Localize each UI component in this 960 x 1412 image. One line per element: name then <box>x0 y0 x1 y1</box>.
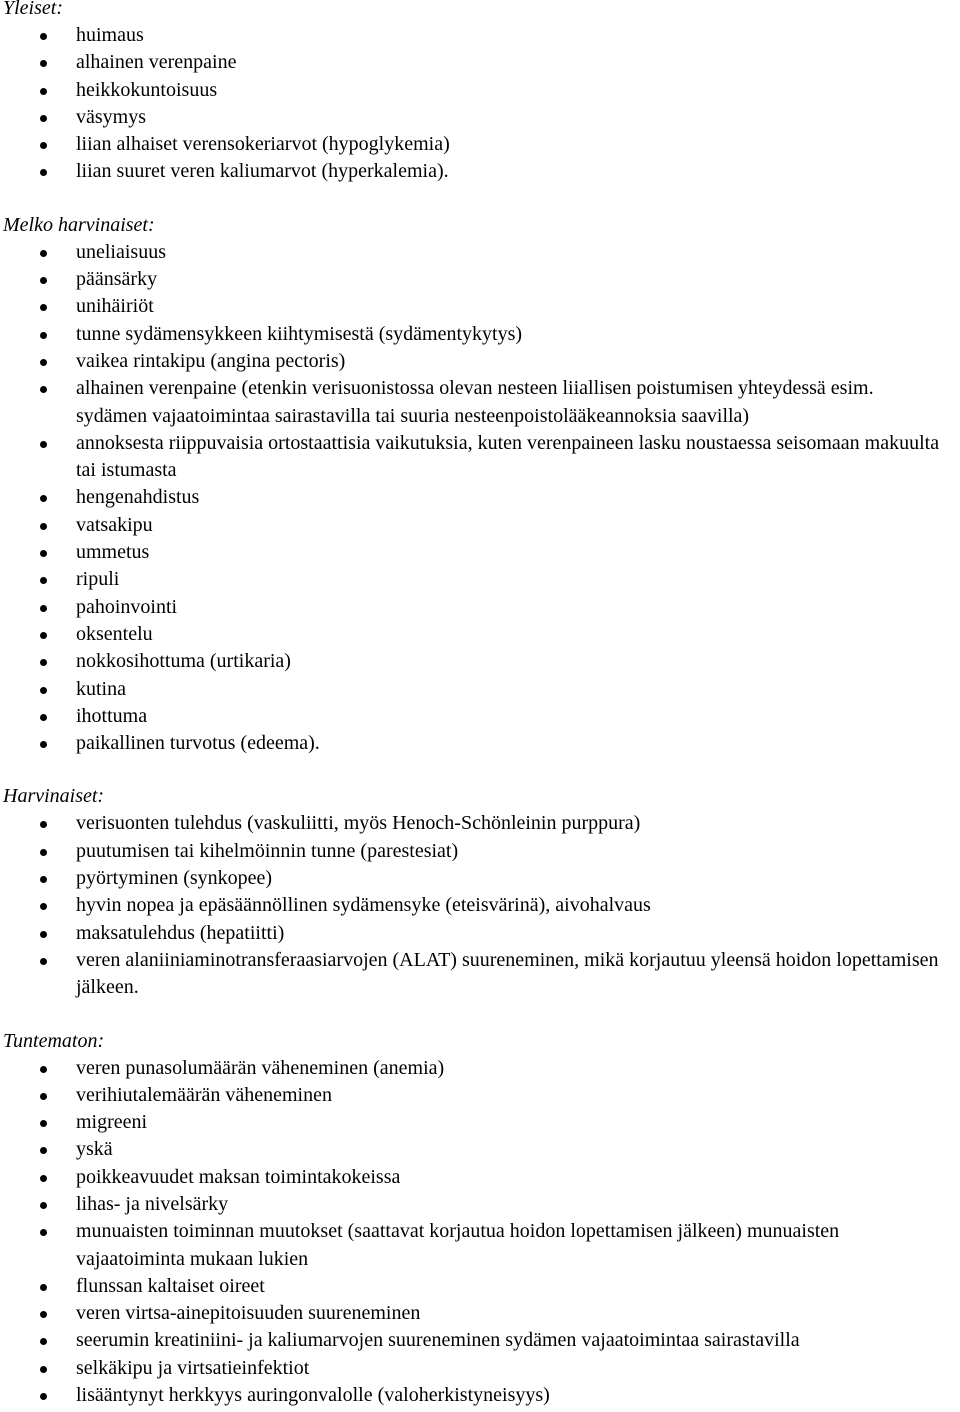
list-item <box>0 676 960 703</box>
bullet-icon <box>40 958 47 965</box>
list-item-text: migreeni <box>76 1111 148 1134</box>
list-item-text: flunssan kaltaiset oireet <box>76 1274 265 1297</box>
list-item-text: ripuli <box>76 568 120 591</box>
list-item-text: hyvin nopea ja epäsäännöllinen sydämensyke (eteisvärinä), aivohalvaus <box>76 894 651 917</box>
list-item-text: pyörtyminen (synkopee) <box>76 867 273 890</box>
section-spacer <box>0 1002 960 1028</box>
symptom-list <box>0 810 960 1001</box>
list-item <box>0 77 960 104</box>
list-item <box>0 1327 960 1354</box>
bullet-icon <box>40 1147 47 1154</box>
list-item-text: annoksesta riippuvaisia ortostaattisia vaikutuksia, kuten verenpaineen lasku noustaessa seisomaan makuulta tai istumasta <box>76 431 940 482</box>
list-item-text: poikkeavuudet maksan toimintakokeissa <box>76 1165 401 1188</box>
list-item-text: pahoinvointi <box>76 595 178 618</box>
list-item <box>0 865 960 892</box>
list-item <box>0 266 960 293</box>
list-item <box>0 49 960 76</box>
list-item <box>0 892 960 919</box>
list-item <box>0 1109 960 1136</box>
bullet-icon <box>40 1120 47 1127</box>
list-item <box>0 239 960 266</box>
list-item <box>0 348 960 375</box>
bullet-icon <box>40 304 47 311</box>
list-item <box>0 730 960 757</box>
bullet-icon <box>40 1229 47 1236</box>
bullet-icon <box>40 1284 47 1291</box>
list-item-text: unihäiriöt <box>76 295 154 318</box>
section-common <box>0 0 960 186</box>
bullet-icon <box>40 931 47 938</box>
bullet-icon <box>40 1175 47 1182</box>
section-heading: Melko harvinaiset: <box>3 213 155 236</box>
bullet-icon <box>40 386 47 393</box>
list-item <box>0 484 960 511</box>
bullet-icon <box>40 277 47 284</box>
list-item-text: seerumin kreatiniini- ja kaliumarvojen suureneminen sydämen vajaatoimintaa sairastavilla <box>76 1329 800 1352</box>
list-item <box>0 838 960 865</box>
symptom-list <box>0 1055 960 1410</box>
list-item-text: lisääntynyt herkkyys auringonvalolle (valoherkistyneisyys) <box>76 1384 550 1407</box>
section-heading: Yleiset: <box>3 0 63 19</box>
list-item <box>0 430 960 485</box>
bullet-icon <box>40 1366 47 1373</box>
list-item-text: puutumisen tai kihelmöinnin tunne (parestesiat) <box>76 839 459 862</box>
bullet-icon <box>40 250 47 257</box>
bullet-icon <box>40 60 47 67</box>
list-item-text: selkäkipu ja virtsatieinfektiot <box>76 1356 310 1379</box>
list-item-text: liian alhaiset verensokeriarvot (hypoglykemia) <box>76 133 450 156</box>
list-item-text: kutina <box>76 677 126 700</box>
section-heading: Tuntematon: <box>3 1029 105 1052</box>
list-item <box>0 158 960 185</box>
list-item <box>0 1136 960 1163</box>
list-item <box>0 1164 960 1191</box>
bullet-icon <box>40 687 47 694</box>
list-item-text: verisuonten tulehdus (vaskuliitti, myös Henoch-Schönleinin purppura) <box>76 812 641 835</box>
bullet-icon <box>40 659 47 666</box>
list-item <box>0 703 960 730</box>
list-item-text: heikkokuntoisuus <box>76 78 218 101</box>
bullet-icon <box>40 33 47 40</box>
bullet-icon <box>40 1202 47 1209</box>
bullet-icon <box>40 523 47 530</box>
list-item-text: hengenahdistus <box>76 486 200 509</box>
list-item-text: tunne sydämensykkeen kiihtymisestä (sydämentykytys) <box>76 322 523 345</box>
bullet-icon <box>40 577 47 584</box>
list-item-text: lihas- ja nivelsärky <box>76 1192 229 1215</box>
list-item-text: ihottuma <box>76 704 148 727</box>
list-item-text: vatsakipu <box>76 513 153 536</box>
list-item-text: alhainen verenpaine <box>76 51 237 74</box>
list-item-text: väsymys <box>76 105 146 128</box>
section-uncommon <box>0 212 960 758</box>
list-item-text: paikallinen turvotus (edeema). <box>76 732 320 755</box>
list-item <box>0 1382 960 1409</box>
bullet-icon <box>40 821 47 828</box>
bullet-icon <box>40 550 47 557</box>
list-item <box>0 621 960 648</box>
bullet-icon <box>40 714 47 721</box>
list-item-text: huimaus <box>76 24 144 46</box>
bullet-icon <box>40 1393 47 1400</box>
list-item <box>0 1273 960 1300</box>
list-item <box>0 539 960 566</box>
list-item-text: maksatulehdus (hepatiitti) <box>76 921 285 944</box>
list-item-text: veren alaniiniaminotransferaasiarvojen (ALAT) suureneminen, mikä korjautuu yleensä hoidon lopettamisen jälkeen. <box>76 948 939 999</box>
list-item-text: verihiutalemäärän väheneminen <box>76 1083 332 1106</box>
list-item-text: yskä <box>76 1138 113 1161</box>
list-item <box>0 104 960 131</box>
bullet-icon <box>40 142 47 149</box>
bullet-icon <box>40 359 47 366</box>
list-item <box>0 512 960 539</box>
list-item <box>0 920 960 947</box>
list-item-text: alhainen verenpaine (etenkin verisuonistossa olevan nesteen liiallisen poistumisen yhteydessä esim. sydämen vajaatoimintaa sairastavilla tai suuria nesteenpoistolääkeannoksia saavilla) <box>76 377 874 427</box>
list-item <box>0 1300 960 1327</box>
bullet-icon <box>40 849 47 856</box>
list-item <box>0 648 960 675</box>
section-spacer <box>0 186 960 212</box>
list-item-text: ummetus <box>76 541 150 564</box>
bullet-icon <box>40 876 47 883</box>
bullet-icon <box>40 332 47 339</box>
section-heading: Harvinaiset: <box>3 785 105 808</box>
list-item-text: munuaisten toiminnan muutokset (saattavat korjautua hoidon lopettamisen jälkeen) munuaisten vajaatoiminta mukaan lukien <box>76 1220 840 1270</box>
list-item-text: päänsärky <box>76 268 158 291</box>
bullet-icon <box>40 741 47 748</box>
list-item-text: veren punasolumäärän väheneminen (anemia) <box>76 1056 445 1079</box>
bullet-icon <box>40 88 47 95</box>
bullet-icon <box>40 169 47 176</box>
bullet-icon <box>40 1311 47 1318</box>
symptom-list <box>0 239 960 758</box>
list-item <box>0 131 960 158</box>
list-item <box>0 22 960 49</box>
list-item-text: vaikea rintakipu (angina pectoris) <box>76 349 346 372</box>
section-unknown <box>0 1028 960 1410</box>
section-spacer <box>0 757 960 783</box>
list-item <box>0 566 960 593</box>
bullet-icon <box>40 441 47 448</box>
list-item <box>0 810 960 837</box>
bullet-icon <box>40 903 47 910</box>
list-item-text: nokkosihottuma (urtikaria) <box>76 650 291 673</box>
list-item-text: uneliaisuus <box>76 240 166 263</box>
list-item <box>0 1191 960 1218</box>
list-item <box>0 1218 960 1273</box>
bullet-icon <box>40 605 47 612</box>
list-item <box>0 321 960 348</box>
list-item <box>0 293 960 320</box>
bullet-icon <box>40 115 47 122</box>
list-item-text: oksentelu <box>76 622 153 645</box>
list-item <box>0 1082 960 1109</box>
bullet-icon <box>40 495 47 502</box>
list-item <box>0 1055 960 1082</box>
list-item <box>0 947 960 1002</box>
bullet-icon <box>40 1338 47 1345</box>
section-rare <box>0 783 960 1001</box>
list-item-text: veren virtsa-ainepitoisuuden suureneminen <box>76 1302 421 1325</box>
list-item <box>0 375 960 430</box>
list-item <box>0 594 960 621</box>
list-item <box>0 1355 960 1382</box>
list-item-text: liian suuret veren kaliumarvot (hyperkalemia). <box>76 160 449 183</box>
bullet-icon <box>40 1066 47 1073</box>
symptom-list <box>0 22 960 186</box>
bullet-icon <box>40 632 47 639</box>
bullet-icon <box>40 1093 47 1100</box>
